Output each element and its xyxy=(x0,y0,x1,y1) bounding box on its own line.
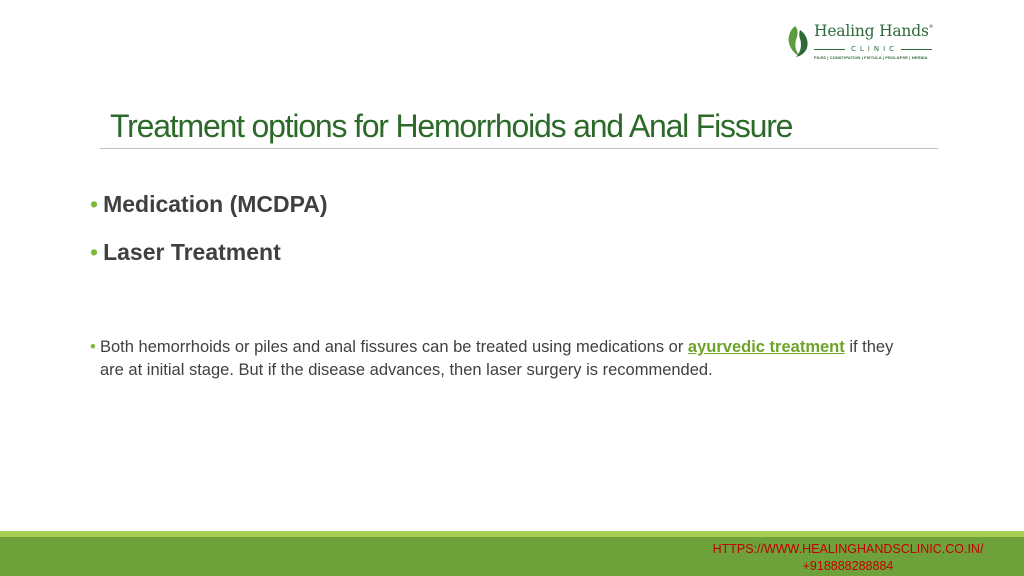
bullet-list xyxy=(90,190,328,286)
paragraph-text-after: if they are at initial stage. But if the disease advances, then laser surgery is recommended. xyxy=(100,338,894,379)
paragraph-text-before: Both hemorrhoids or piles and anal fissures can be treated using medications or xyxy=(100,338,688,356)
bullet-marker-icon: • xyxy=(90,191,99,217)
ayurvedic-treatment-link[interactable]: ayurvedic treatment xyxy=(687,338,845,356)
bullet-marker-icon: • xyxy=(90,239,99,265)
footer-phone: +918888288884 xyxy=(802,559,894,573)
logo-clinic-word: CLINIC xyxy=(850,45,899,53)
bullet-text: Medication (MCDPA) xyxy=(103,191,328,217)
bullet-item-laser xyxy=(90,238,328,266)
paragraph-text xyxy=(90,336,910,381)
title-underline-divider xyxy=(100,148,938,149)
description-paragraph xyxy=(90,336,910,381)
logo-rule-left xyxy=(814,49,845,50)
bullet-marker-icon: • xyxy=(90,338,96,356)
logo-tagline: PILES | CONSTIPATION | FISTULA | PROLAPSE | HERNIA xyxy=(814,55,928,60)
logo-rule-right xyxy=(901,49,932,50)
bullet-text: Laser Treatment xyxy=(103,239,281,265)
logo-name: Healing Hands® xyxy=(814,22,934,40)
healing-hands-logo-icon xyxy=(786,24,810,58)
logo-clinic-line xyxy=(814,43,932,55)
footer-url[interactable]: HTTPS://WWW.HEALINGHANDSCLINIC.CO.IN/ xyxy=(712,542,984,556)
footer-contact xyxy=(700,541,996,575)
bullet-item-medication xyxy=(90,190,328,218)
clinic-logo xyxy=(786,20,946,68)
slide-title: Treatment options for Hemorrhoids and Anal Fissure xyxy=(110,108,793,144)
